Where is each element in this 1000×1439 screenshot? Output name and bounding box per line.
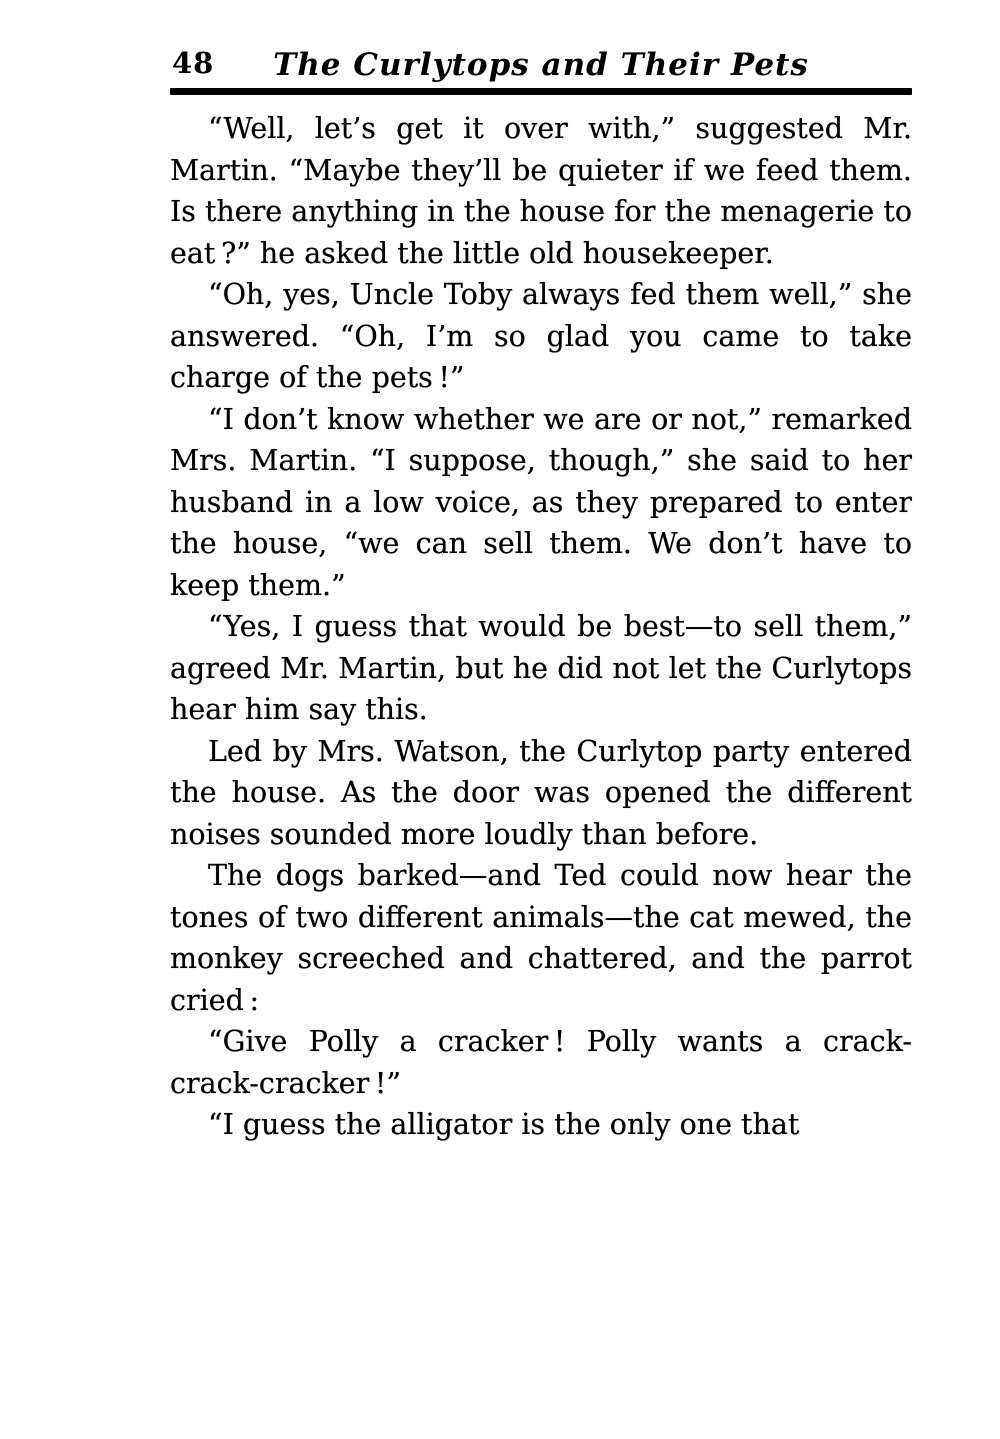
- paragraph: “Yes, I guess that would be best—to sell them,” agreed Mr. Martin, but he did not let the Curlytops hear him say this.: [170, 610, 912, 726]
- page-number: 48: [172, 46, 215, 80]
- page-header: [170, 40, 912, 88]
- paragraph: The dogs barked—and Ted could now hear the tones of two different animals—the cat mewed, the monkey screeched and chattered, and the parrot cried :: [170, 859, 912, 1017]
- page-body: [170, 108, 912, 1146]
- text-block: [170, 40, 912, 1146]
- paragraph: “I don’t know whether we are or not,” remarked Mrs. Martin. “I suppose, though,” she said to her husband in a low voice, as they prepared to enter the house, “we can sell them. We don’t have to keep them.”: [170, 402, 912, 602]
- running-title: The Curlytops and Their Pets: [273, 47, 809, 83]
- header-rule-divider: [170, 88, 912, 95]
- paragraph: “I guess the alligator is the only one that: [208, 1108, 800, 1141]
- paragraph: Led by Mrs. Watson, the Curlytop party entered the house. As the door was opened the different noises sounded more loudly than before.: [170, 734, 912, 851]
- paragraph: “Well, let’s get it over with,” suggested Mr. Martin. “Maybe they’ll be quieter if we feed them. Is there anything in the house for the menagerie to eat ?” he asked the little old housekeeper.: [170, 112, 912, 270]
- paragraph: “Give Polly a cracker ! Polly wants a crack-crack-cracker !”: [170, 1025, 912, 1100]
- paragraph: “Oh, yes, Uncle Toby always fed them well,” she answered. “Oh, I’m so glad you came to take charge of the pets !”: [170, 278, 912, 394]
